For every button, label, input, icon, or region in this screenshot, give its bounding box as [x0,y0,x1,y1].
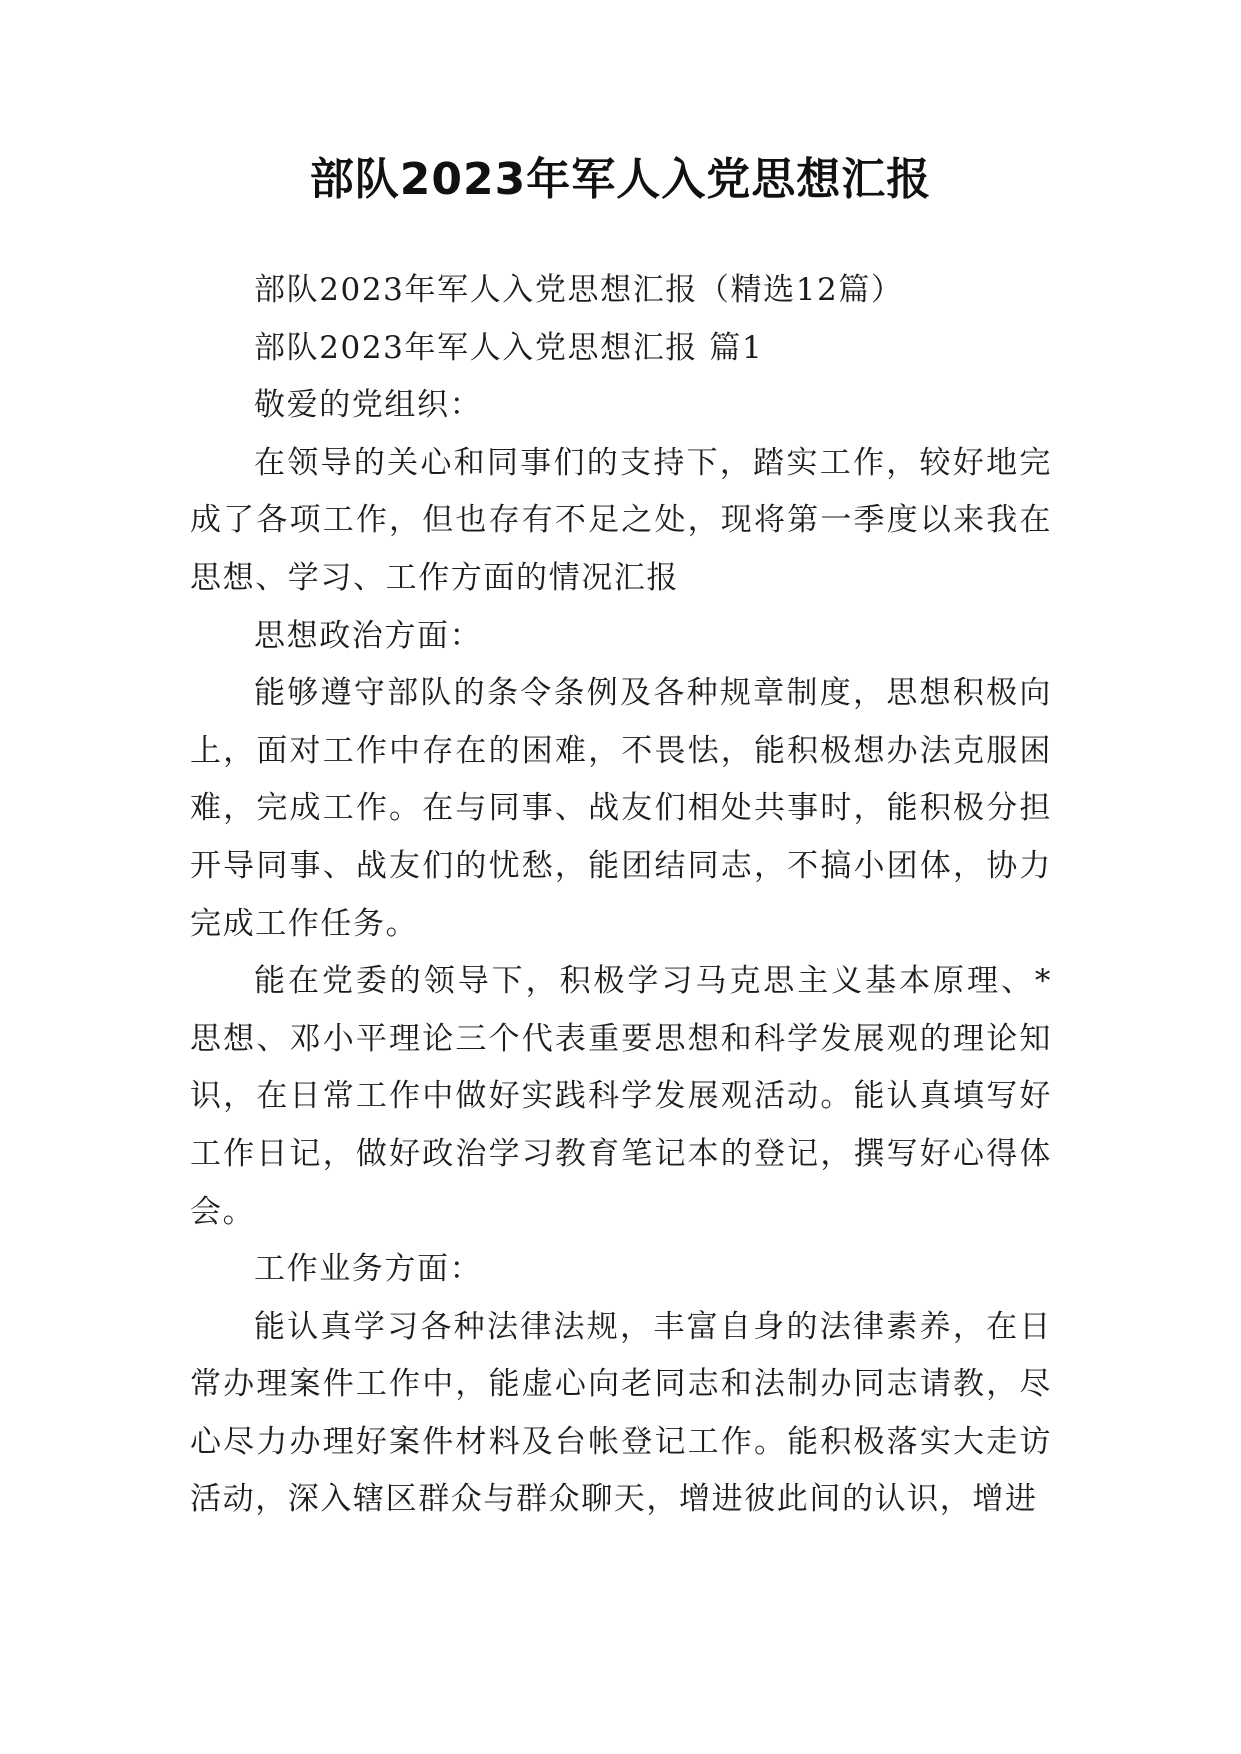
paragraph-body: 能在党委的领导下，积极学习马克思主义基本原理、*思想、邓小平理论三个代表重要思想和科学发展观的理论知识，在日常工作中做好实践科学发展观活动。能认真填写好工作日记，做好政治学习教育笔记本的登记，撰写好心得体会。 [190,963,1052,1230]
paragraph-body: 能认真学习各种法律法规，丰富自身的法律素养，在日常办理案件工作中，能虚心向老同志和法制办同志请教，尽心尽力办理好案件材料及台帐登记工作。能积极落实大走访活动，深入辖区群众与群众聊天，增进彼此间的认识，增进 [190,1308,1052,1518]
paragraph-body: 能够遵守部队的条令条例及各种规章制度，思想积极向上，面对工作中存在的困难，不畏怯，能积极想办法克服困难，完成工作。在与同事、战友们相处共事时，能积极分担开导同事、战友们的忧愁，能团结同志，不搞小团体，协力完成工作任务。 [190,675,1052,942]
paragraph-salutation: 敬爱的党组织： [254,387,483,424]
paragraph-subtitle: 部队2023年军人入党思想汇报（精选12篇） [254,272,904,308]
paragraph-body: 在领导的关心和同事们的支持下，踏实工作，较好地完成了各项工作，但也存有不足之处，现将第一季度以来我在思想、学习、工作方面的情况汇报 [190,444,1052,596]
paragraph-section-heading: 部队2023年军人入党思想汇报 篇1 [254,329,764,366]
document-title: 部队2023年军人入党思想汇报 [309,154,932,205]
document-body [190,262,1052,1529]
paragraph-subheading: 工作业务方面： [254,1251,483,1288]
paragraph-subheading: 思想政治方面： [254,617,483,654]
